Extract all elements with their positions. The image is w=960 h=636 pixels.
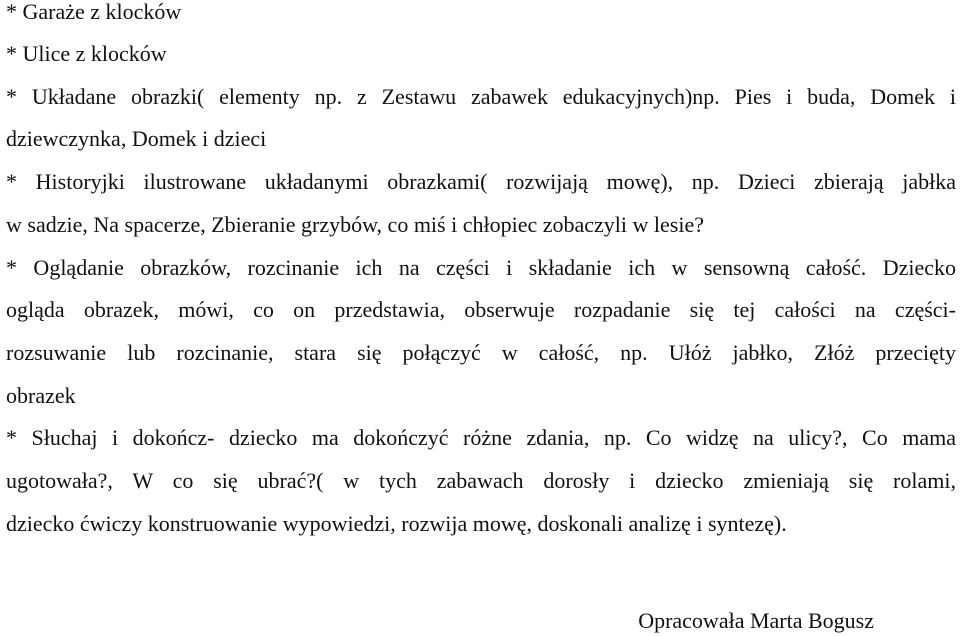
text-line: w sadzie, Na spacerze, Zbieranie grzybów, co miś i chłopiec zobaczyli w lesie? [6,212,704,237]
text-line: dziewczynka, Domek i dzieci [6,126,267,151]
text-line: * Układane obrazki( elementy np. z Zestawu zabawek edukacyjnych)np. Pies i buda, Domek i [6,84,956,109]
text-line: * Ulice z klocków [6,41,167,66]
text-line: * Oglądanie obrazków, rozcinanie ich na części i składanie ich w sensowną całość. Dziecko [6,255,956,280]
text-line: * Garaże z klocków [6,0,182,24]
author-signature: Opracowała Marta Bogusz [638,608,874,633]
text-line: dziecko ćwiczy konstruowanie wypowiedzi, rozwija mowę, doskonali analizę i syntezę). [6,511,787,536]
text-line: ugotowała?, W co się ubrać?( w tych zabawach dorosły i dziecko zmieniają się rolami, [6,468,956,493]
text-line: * Słuchaj i dokończ- dziecko ma dokończyć różne zdania, np. Co widzę na ulicy?, Co mama [6,425,956,450]
text-line: obrazek [6,383,76,408]
text-line: ogląda obrazek, mówi, co on przedstawia, obserwuje rozpadanie się tej całości na części- [6,297,956,322]
text-line: * Historyjki ilustrowane układanymi obrazkami( rozwijają mowę), np. Dzieci zbierają jabłka [6,169,956,194]
text-line: rozsuwanie lub rozcinanie, stara się połączyć w całość, np. Ułóż jabłko, Złóż przecięty [6,340,956,365]
